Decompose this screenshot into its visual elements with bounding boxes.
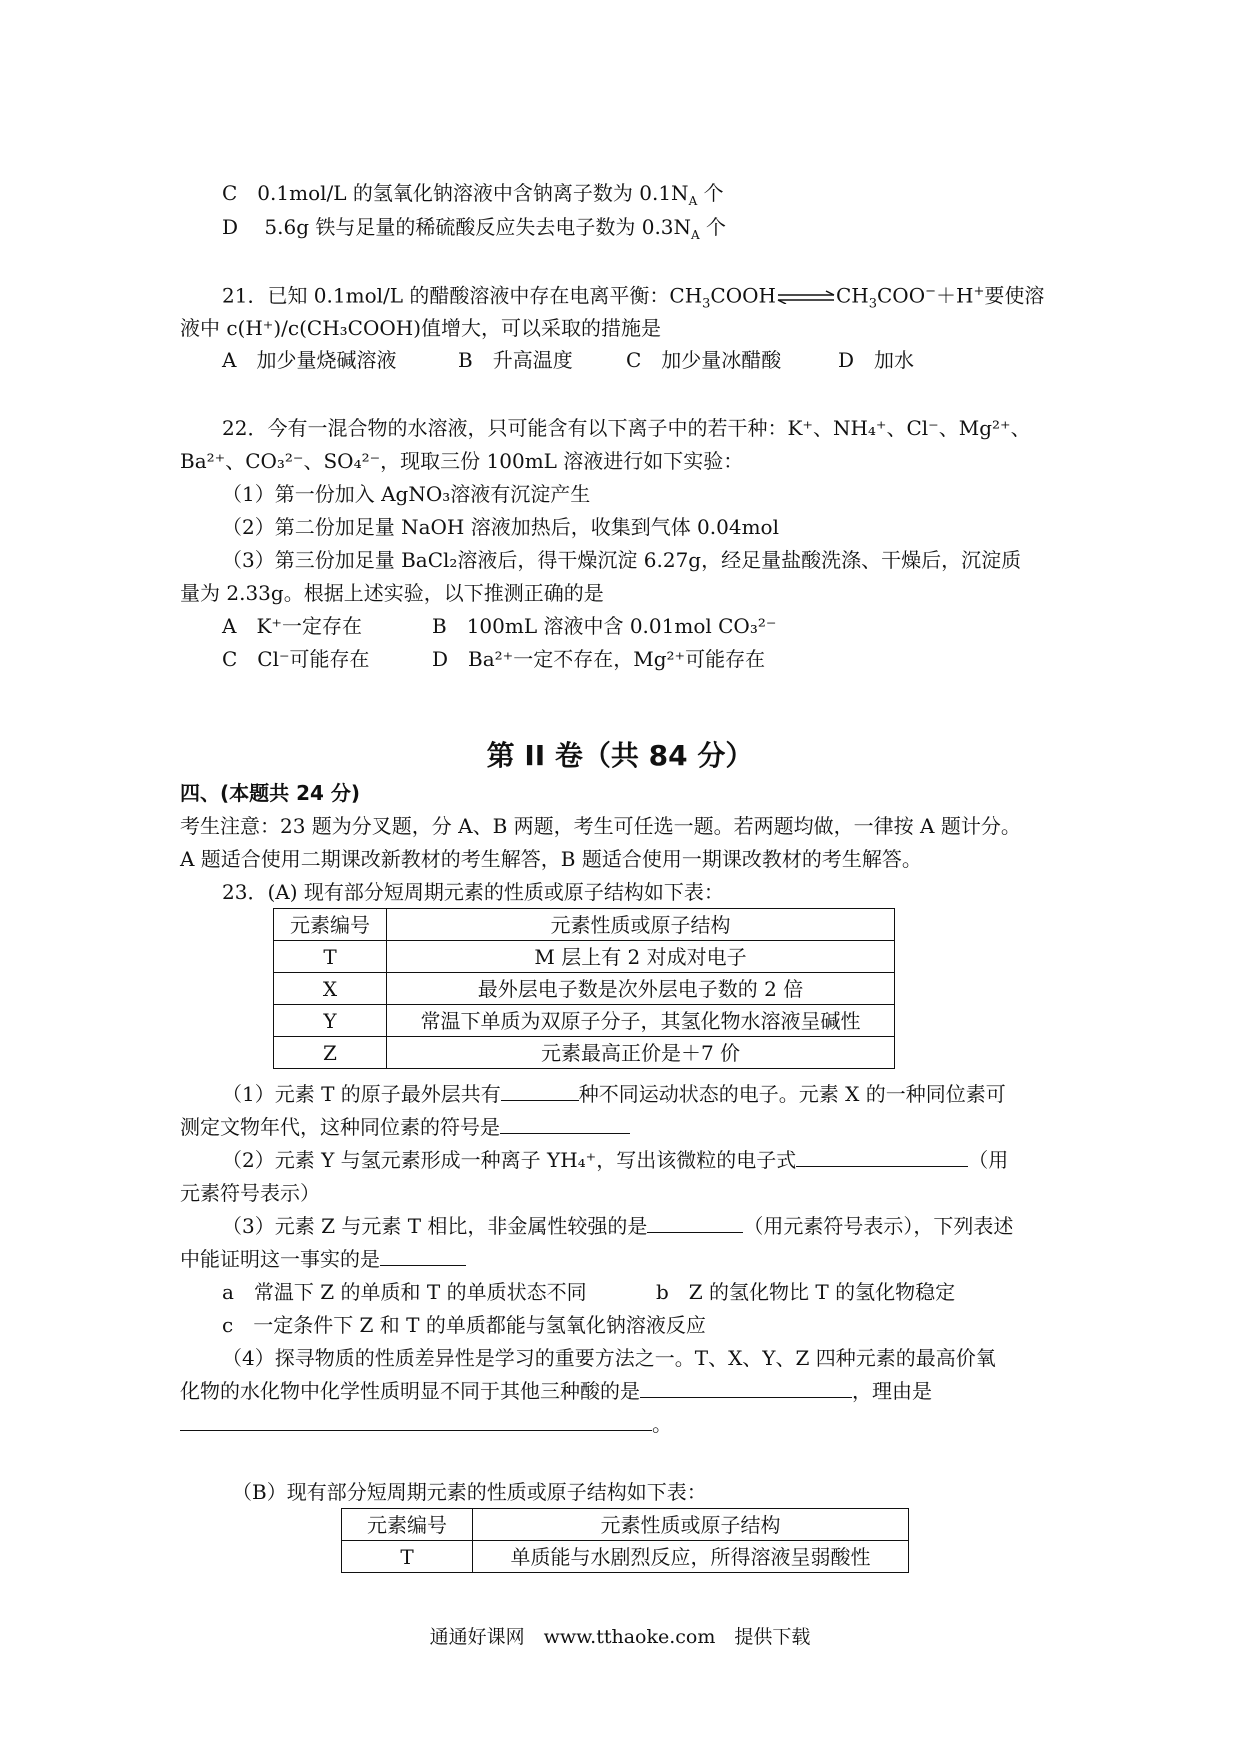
element-property-cell: 最外层电子数是次外层电子数的 2 倍 (387, 973, 895, 1005)
q23a-part1-line1: （1）元素 T 的原子最外层共有 种不同运动状态的电子。元素 X 的一种同位素可 (222, 1082, 1006, 1106)
q21-option-a: A 加少量烧碱溶液 (222, 348, 397, 372)
q21-option-c: C 加少量冰醋酸 (626, 348, 782, 372)
q20-option-c: C 0.1mol/L 的氢氧化钠溶液中含钠离子数为 $0.1N_A$ 个 (222, 181, 724, 208)
q23a-intro: 23．(A) 现有部分短周期元素的性质或原子结构如下表： (222, 880, 724, 904)
element-property-cell: 常温下单质为双原子分子，其氢化物水溶液呈碱性 (387, 1005, 895, 1037)
q23a-part1-line2: 测定文物年代，这种同位素的符号是 (180, 1117, 630, 1137)
answer-blank[interactable] (180, 1414, 652, 1431)
q23a-part4-line3: 。 (180, 1414, 672, 1434)
q21-option-b: B 升高温度 (458, 348, 573, 372)
q23a-part3-option-c: c 一定条件下 Z 和 T 的单质都能与氢氧化钠溶液反应 (222, 1313, 706, 1337)
q21-stem-line2: 液中 c(H⁺)/c(CH₃COOH)值增大，可以采取的措施是 (180, 316, 662, 340)
section4-heading: 四、(本题共 24 分) (180, 781, 361, 805)
answer-blank[interactable] (647, 1216, 743, 1233)
answer-blank[interactable] (380, 1249, 466, 1266)
q22-experiment-3-line2: 量为 2.33g。根据上述实验，以下推测正确的是 (180, 581, 604, 605)
q23a-part3-line1: （3）元素 Z 与元素 T 相比，非金属性较强的是 （用元素符号表示），下列表述 (222, 1214, 1014, 1238)
q22-experiment-1: （1）第一份加入 AgNO₃溶液有沉淀产生 (222, 482, 591, 506)
section4-note-line2: A 题适合使用二期课改新教材的考生解答，B 题适合使用一期课改教材的考生解答。 (180, 847, 922, 871)
element-symbol-cell: T (274, 941, 387, 973)
q23b-intro: （B）现有部分短周期元素的性质或原子结构如下表： (232, 1480, 707, 1504)
answer-blank[interactable] (500, 1117, 630, 1134)
section4-note-line1: 考生注意：23 题为分叉题，分 A、B 两题，考生可任选一题。若两题均做，一律按 A 题计分。 (180, 814, 1021, 838)
q22-experiment-3-line1: （3）第三份加足量 BaCl₂溶液后，得干燥沉淀 6.27g，经足量盐酸洗涤、干燥后，沉淀质 (222, 548, 1022, 572)
q22-stem-line1: 22．今有一混合物的水溶液，只可能含有以下离子中的若干种：K⁺、NH₄⁺、Cl⁻、Mg²⁺、 (222, 416, 1031, 440)
equilibrium-arrow-icon (776, 290, 836, 304)
q22-option-a: A K⁺一定存在 (222, 614, 362, 638)
q21-option-d: D 加水 (838, 348, 915, 372)
element-symbol-cell: T (342, 1541, 473, 1573)
answer-blank[interactable] (796, 1150, 968, 1167)
q22-stem-line2: Ba²⁺、CO₃²⁻、SO₄²⁻，现取三份 100mL 溶液进行如下实验： (180, 449, 744, 473)
q21-stem-line1: 21．已知 0.1mol/L 的醋酸溶液中存在电离平衡：$CH_3COOH$ $CH_3COO^-+H^+$要使溶 (222, 283, 1045, 312)
answer-blank[interactable] (501, 1084, 579, 1101)
q23b-element-table (341, 1508, 909, 1573)
q23a-part4-line1: （4）探寻物质的性质差异性是学习的重要方法之一。T、X、Y、Z 四种元素的最高价氧 (222, 1346, 996, 1370)
table-header-row (274, 909, 895, 941)
element-symbol-cell: X (274, 973, 387, 1005)
answer-blank[interactable] (640, 1381, 852, 1398)
q23a-element-table (273, 908, 895, 1069)
q23a-part2-line1: （2）元素 Y 与氢元素形成一种离子 YH₄⁺，写出该微粒的电子式 （用 (222, 1148, 1009, 1172)
table-row (274, 941, 895, 973)
element-property-cell: 元素最高正价是＋7 价 (387, 1037, 895, 1069)
q22-experiment-2: （2）第二份加足量 NaOH 溶液加热后，收集到气体 0.04mol (222, 515, 779, 539)
table-header-cell: 元素性质或原子结构 (387, 909, 895, 941)
q23a-part3-line2: 中能证明这一事实的是 (180, 1249, 466, 1269)
q22-option-d: D Ba²⁺一定不存在，Mg²⁺可能存在 (432, 647, 766, 671)
element-property-cell: 单质能与水剧烈反应，所得溶液呈弱酸性 (473, 1541, 909, 1573)
q23a-part3-option-b: b Z 的氢化物比 T 的氢化物稳定 (656, 1280, 956, 1304)
table-row (274, 1005, 895, 1037)
q23a-part4-line2: 化物的水化物中化学性质明显不同于其他三种酸的是 ，理由是 (180, 1379, 932, 1403)
table-header-cell: 元素编号 (342, 1509, 473, 1541)
table-header-row (342, 1509, 909, 1541)
page-footer: 通通好课网 www.tthaoke.com 提供下载 (429, 1626, 811, 1648)
q20-option-d: D 5.6g 铁与足量的稀硫酸反应失去电子数为 $0.3N_A$ 个 (222, 215, 727, 242)
element-symbol-cell: Y (274, 1005, 387, 1037)
table-header-cell: 元素编号 (274, 909, 387, 941)
part2-title: 第 II 卷（共 84 分） (486, 739, 754, 772)
table-row (274, 1037, 895, 1069)
element-symbol-cell: Z (274, 1037, 387, 1069)
q23a-part2-line2: 元素符号表示） (180, 1181, 320, 1205)
table-row (342, 1541, 909, 1573)
table-row (274, 973, 895, 1005)
q22-option-c: C Cl⁻可能存在 (222, 647, 370, 671)
table-header-cell: 元素性质或原子结构 (473, 1509, 909, 1541)
q22-option-b: B 100mL 溶液中含 0.01mol CO₃²⁻ (432, 614, 777, 638)
q23a-part3-option-a: a 常温下 Z 的单质和 T 的单质状态不同 (222, 1280, 587, 1304)
element-property-cell: M 层上有 2 对成对电子 (387, 941, 895, 973)
